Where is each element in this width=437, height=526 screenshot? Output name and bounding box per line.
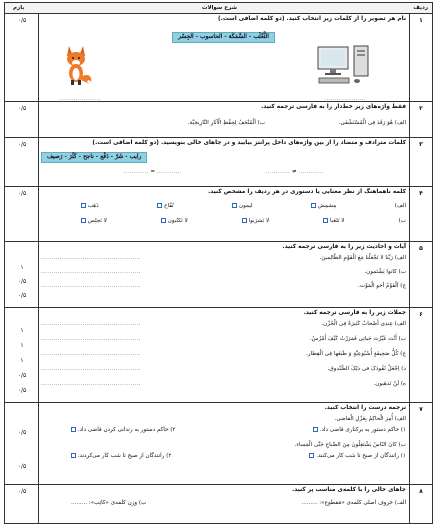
answer-blank[interactable]: ................................................: [41, 366, 141, 373]
antonym-blank-2[interactable]: ............: [123, 169, 149, 176]
item-b: ب) کانوا یَشْتَمون.: [364, 269, 406, 276]
header-score: بارم: [13, 5, 25, 11]
option: لا تَکتُبون: [167, 218, 188, 225]
item-score: ۱: [20, 327, 24, 334]
exam-sheet: [4, 2, 433, 524]
question-score: ۰/۵: [17, 488, 27, 495]
question-title: جملات زیر را به فارسی ترجمه کنید.: [303, 310, 406, 316]
neq-sign: ≠: [292, 169, 297, 176]
item-c: ج) اَلْقَوْمُ أخو الْمَوْت.: [358, 283, 406, 290]
option: لا تَجلِس: [87, 218, 107, 225]
question-score: ۰/۵: [17, 17, 27, 24]
question-score: ۰/۵: [17, 141, 27, 148]
option-checkbox[interactable]: [242, 218, 247, 223]
option-checkbox[interactable]: [311, 203, 316, 208]
option: لیمون: [239, 203, 253, 210]
choice-2: ۲) حاکم دستور به زندانی کردن قاضی داد.: [77, 427, 176, 434]
question-row-2: [5, 102, 432, 138]
table-header: [5, 3, 432, 14]
question-number: ۶: [419, 311, 423, 318]
question-row-3: [5, 138, 432, 187]
question-number: ۲: [419, 105, 423, 112]
option: مِشمِش: [317, 203, 337, 210]
synonym-blank-2[interactable]: ............: [265, 169, 291, 176]
option-checkbox[interactable]: [323, 218, 328, 223]
question-number: ۸: [419, 488, 423, 495]
option-checkbox[interactable]: [81, 218, 86, 223]
question-row-7: [5, 403, 432, 485]
item-c: ج) کُلُّ صَحِیفَةٍ أُسْبُوعِیَّةٍ وَ طَبَعَها فِی الْقِطار.: [306, 351, 406, 358]
answer-blank[interactable]: ................................................: [41, 321, 141, 328]
item-score: ۱: [20, 357, 24, 364]
antonym-blank-1[interactable]: ............: [156, 169, 182, 176]
header-number: ردیف: [413, 5, 428, 11]
question-row-5: [5, 242, 432, 308]
question-row-4: [5, 187, 432, 242]
answer-blank[interactable]: ................................................: [41, 269, 141, 276]
item-e: ه) لَنْ تَذهَبون.: [373, 381, 406, 388]
sentence-b: ب) کانَ النّاسُ یَشْتَغِلُونَ مِنَ الصَّباحِ حَتَّی الْمَساء.: [294, 442, 406, 449]
question-score: ۰/۵: [17, 105, 27, 112]
item-d: د) اِجْعَلْ نُقُودَکَ فی ذلِکَ الصُّنْدوق.: [327, 366, 406, 373]
question-number: ۳: [419, 141, 423, 148]
item-a: الف) رَبَّنا لا تَجْعَلْنا مَعَ الْقَوْمِ الظّالِمینَ.: [319, 255, 406, 262]
question-number: ۵: [419, 245, 423, 252]
option: ذَهَب: [87, 203, 99, 210]
question-score: ۰/۵: [17, 190, 27, 197]
item-score: ۰/۵: [17, 387, 27, 394]
item-score: ۰/۵: [17, 429, 27, 436]
option-checkbox[interactable]: [81, 203, 86, 208]
blank-b[interactable]: ب) وزن کلمه‌ی «کاتِب»: .........: [71, 500, 147, 507]
answer-blank-2[interactable]: ....................: [59, 96, 101, 102]
item-score: ۱: [20, 342, 24, 349]
choice-checkbox[interactable]: [309, 453, 314, 458]
option: لا تَشرَبوا: [248, 218, 270, 225]
choice-1: ۱) رانندگان از صبح تا شب کار می‌کنند.: [316, 453, 406, 460]
question-title: ترجمه درست را انتخاب کنید.: [324, 405, 406, 411]
answer-blank[interactable]: ................................................: [41, 283, 141, 290]
choice-2: ۲) رانندگان از صبح تا شب کار می‌کردند.: [77, 453, 172, 460]
sentence-b: ب) اَلْمُتْحَفُ لِحِفْظِ الْآثَارِ التَّارِیخِیَّة.: [187, 120, 266, 127]
option: لا تَلعَبا: [330, 218, 345, 225]
item-b: ب) أَنْتَ غَیَّرْتَ حَیاتِی فَمَرَرْتُ کَیْفَ أَمْرُسُ.: [309, 336, 406, 343]
option-checkbox[interactable]: [157, 203, 162, 208]
header-questions: شرح سوالات: [201, 5, 237, 11]
question-title: کلمه ناهماهنگ از نظر معنایی یا دستوری در هر ردیف را مشخص کنید.: [208, 189, 406, 195]
item-score: ۰/۵: [17, 278, 27, 285]
item-a: الف) عِندِی أَصْحابٌ کَثیرَةٌ فِی الْحُزْن.: [321, 321, 406, 328]
question-number: ۷: [419, 406, 423, 413]
choice-checkbox[interactable]: [71, 427, 76, 432]
blank-a[interactable]: الف) حروف اصلی کلمه‌ی «مَقطوع»: .........: [301, 500, 406, 507]
option: تُفّاح: [164, 203, 174, 210]
answer-blank-1[interactable]: ....................: [324, 96, 366, 102]
option-checkbox[interactable]: [232, 203, 237, 208]
word-bank: الثَّعْلَب - السَّمَكَة - الحاسوب - الجِسْر: [172, 32, 275, 43]
item-score: ۰/۵: [17, 372, 27, 379]
choice-checkbox[interactable]: [313, 427, 318, 432]
item-score: ۰/۵: [17, 463, 27, 470]
sentence-a: الف) أُمِرَ الْحاکِمُ بِعَزْلِ الْقاضی.: [334, 416, 406, 423]
synonym-blank-1[interactable]: ............: [298, 169, 324, 176]
question-number: ۴: [419, 190, 423, 197]
choice-1: ۱) حاکم دستور به برکناری قاضی داد.: [319, 427, 406, 434]
answer-blank[interactable]: ................................................: [41, 351, 141, 358]
question-title: آیات و احادیث زیر را به فارسی ترجمه کنید.: [282, 244, 406, 250]
question-row-8: [5, 485, 432, 523]
sentence-a: الف) هُوَ رَقَدَ فِی الْمُسْتَشْفَی.: [338, 120, 406, 127]
option-checkbox[interactable]: [161, 218, 166, 223]
row-label: ب): [398, 218, 406, 225]
answer-blank[interactable]: ................................................: [41, 255, 141, 262]
item-score: ۱: [20, 264, 24, 271]
row-label: الف): [394, 203, 406, 210]
item-score: ۰/۵: [17, 292, 27, 299]
word-bank: رایب - شَرّ - دَفْع - ناجح - کَثُرَ - رَصیف: [41, 152, 147, 163]
computer-image: [316, 44, 376, 86]
answer-blank[interactable]: ................................................: [41, 336, 141, 343]
question-title: فقط واژه‌های زیر خط‌دار را به فارسی ترجمه کنید.: [261, 104, 406, 110]
choice-checkbox[interactable]: [71, 453, 76, 458]
fox-image: [61, 42, 95, 86]
question-row-1: [5, 14, 432, 102]
question-title: جاهای خالی را با کلمه‌ی مناسب پر کنید.: [292, 487, 406, 493]
answer-blank[interactable]: ................................................: [41, 381, 141, 388]
question-title: نام هر تصویر را از کلمات زیر انتخاب کنید. (دو کلمه اضافی است.): [218, 16, 406, 22]
question-row-6: [5, 308, 432, 403]
question-number: ۱: [419, 17, 423, 24]
question-title: کلمات مترادف و متضاد را از بین واژه‌های داخل پرانتز بیابید و در جاهای خالی بنویسید. (دو کلمه اضافی است.): [92, 140, 406, 146]
eq-sign: =: [150, 169, 155, 176]
